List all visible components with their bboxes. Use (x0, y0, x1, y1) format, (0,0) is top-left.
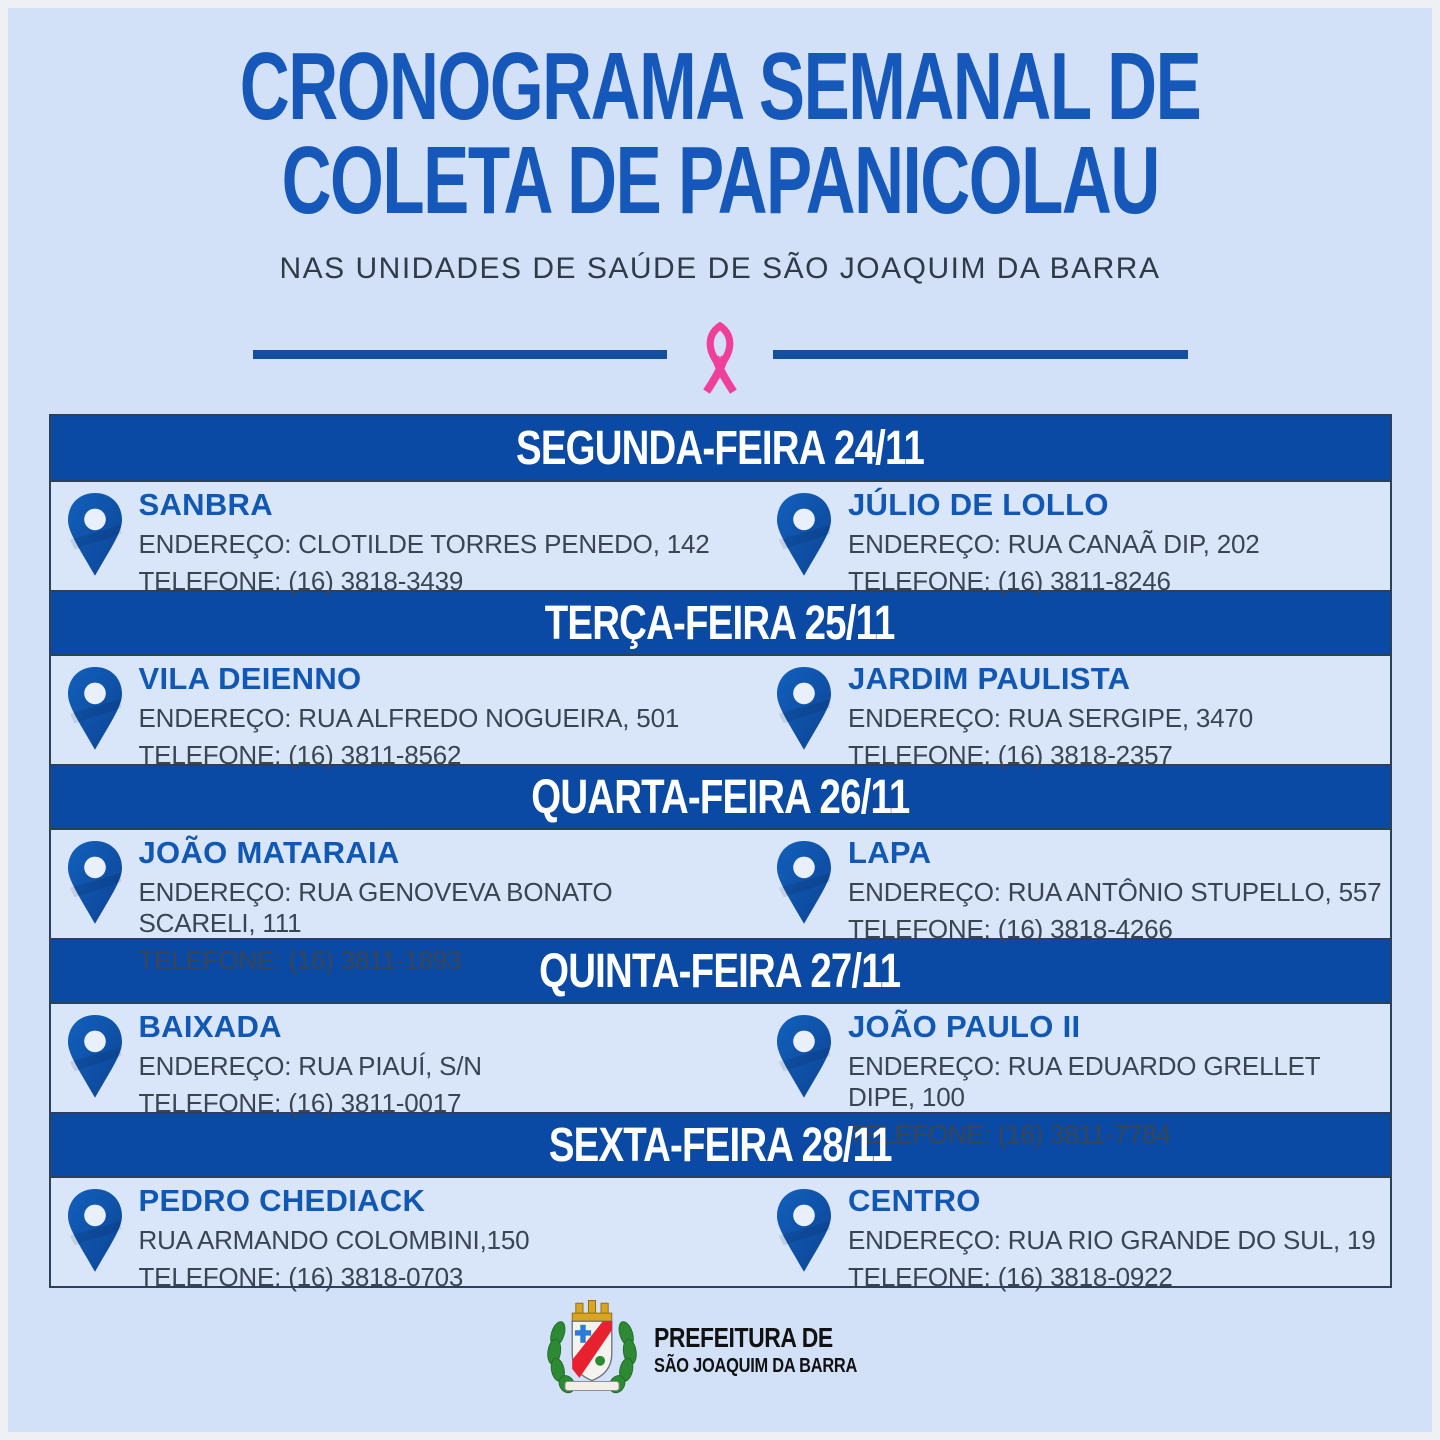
day-row (51, 1178, 1390, 1292)
location-name: JOÃO MATARAIA (138, 835, 400, 870)
location-entry (51, 656, 721, 770)
day-header (51, 416, 1390, 482)
location-address: RUA ARMANDO COLOMBINI,150 (138, 1225, 530, 1255)
day-header-label: QUARTA-FEIRA 26/11 (530, 770, 910, 824)
org-name (654, 1322, 902, 1378)
location-phone: TELEFONE: (16) 3811-8562 (138, 740, 462, 770)
map-pin-icon (65, 1187, 125, 1275)
city-coat-of-arms-icon (538, 1294, 646, 1406)
day-section-tuesday (51, 590, 1390, 770)
day-header (51, 764, 1390, 830)
location-phone: TELEFONE: (16) 3811-1893 (138, 945, 462, 975)
map-pin-icon (65, 839, 125, 927)
map-pin-icon (774, 491, 834, 579)
day-header-label: QUINTA-FEIRA 27/11 (539, 944, 901, 998)
location-address: ENDEREÇO: RUA SERGIPE, 3470 (848, 703, 1253, 733)
map-pin-icon (774, 1187, 834, 1275)
map-pin-icon (65, 491, 125, 579)
page-title (8, 8, 1432, 234)
location-address: ENDEREÇO: CLOTILDE TORRES PENEDO, 142 (138, 529, 710, 559)
location-name: JÚLIO DE LOLLO (848, 487, 1109, 522)
location-name: VILA DEIENNO (138, 661, 362, 696)
page-title-line-2: COLETA DE PAPANICOLAU (281, 127, 1159, 234)
location-address: ENDEREÇO: RUA EDUARDO GRELLET DIPE, 100 (848, 1051, 1320, 1112)
location-phone: TELEFONE: (16) 3811-7784 (848, 1119, 1171, 1149)
location-phone: TELEFONE: (16) 3818-2357 (848, 740, 1173, 770)
location-name: BAIXADA (138, 1009, 282, 1044)
day-header-label: SEGUNDA-FEIRA 24/11 (515, 421, 925, 475)
location-address: ENDEREÇO: RUA ALFREDO NOGUEIRA, 501 (138, 703, 680, 733)
location-phone: TELEFONE: (16) 3811-0017 (138, 1088, 462, 1118)
location-address: ENDEREÇO: RUA GENOVEVA BONATO SCARELI, 111 (138, 877, 613, 938)
schedule-table (49, 414, 1392, 1292)
location-phone: TELEFONE: (16) 3818-0922 (848, 1262, 1173, 1292)
location-entry (720, 830, 1390, 944)
day-row (51, 482, 1390, 596)
footer (8, 1294, 1432, 1406)
location-phone: TELEFONE: (16) 3818-3439 (138, 566, 464, 596)
day-header-label: TERÇA-FEIRA 25/11 (545, 596, 895, 650)
day-section-monday (51, 416, 1390, 596)
location-phone: TELEFONE: (16) 3818-0703 (138, 1262, 464, 1292)
location-entry (51, 482, 721, 596)
location-entry (51, 1178, 721, 1292)
map-pin-icon (65, 1013, 125, 1101)
location-name: PEDRO CHEDIACK (138, 1183, 426, 1218)
location-name: JOÃO PAULO II (848, 1009, 1081, 1044)
location-entry (720, 1178, 1390, 1292)
location-entry (720, 482, 1390, 596)
location-address: ENDEREÇO: RUA RIO GRANDE DO SUL, 19 (848, 1225, 1376, 1255)
divider-line-right (773, 350, 1188, 359)
page-subtitle: NAS UNIDADES DE SAÚDE DE SÃO JOAQUIM DA BARRA (279, 252, 1161, 285)
location-entry (720, 656, 1390, 770)
location-name: LAPA (848, 835, 932, 870)
map-pin-icon (65, 665, 125, 753)
location-phone: TELEFONE: (16) 3818-4266 (848, 914, 1173, 944)
location-phone: TELEFONE: (16) 3811-8246 (848, 566, 1171, 596)
location-entry (51, 1004, 721, 1118)
location-name: SANBRA (138, 487, 273, 522)
location-name: CENTRO (848, 1183, 981, 1218)
poster-canvas (8, 8, 1432, 1432)
location-address: ENDEREÇO: RUA PIAUÍ, S/N (138, 1051, 482, 1081)
map-pin-icon (774, 839, 834, 927)
pink-ribbon-icon (693, 322, 747, 398)
page-title-line-1: CRONOGRAMA SEMANAL DE (239, 33, 1201, 140)
day-header (51, 590, 1390, 656)
location-entry (720, 1004, 1390, 1149)
location-address: ENDEREÇO: RUA ANTÔNIO STUPELLO, 557 (848, 877, 1382, 907)
day-row (51, 656, 1390, 770)
location-address: ENDEREÇO: RUA CANAÃ DIP, 202 (848, 529, 1260, 559)
ribbon-divider (253, 316, 1188, 392)
map-pin-icon (774, 665, 834, 753)
location-entry (51, 830, 721, 975)
location-name: JARDIM PAULISTA (848, 661, 1131, 696)
org-name-line-2: SÃO JOAQUIM DA BARRA (654, 1355, 858, 1377)
org-name-line-1: PREFEITURA DE (654, 1322, 833, 1353)
divider-line-left (253, 350, 668, 359)
day-header-label: SEXTA-FEIRA 28/11 (548, 1118, 892, 1172)
map-pin-icon (774, 1013, 834, 1101)
